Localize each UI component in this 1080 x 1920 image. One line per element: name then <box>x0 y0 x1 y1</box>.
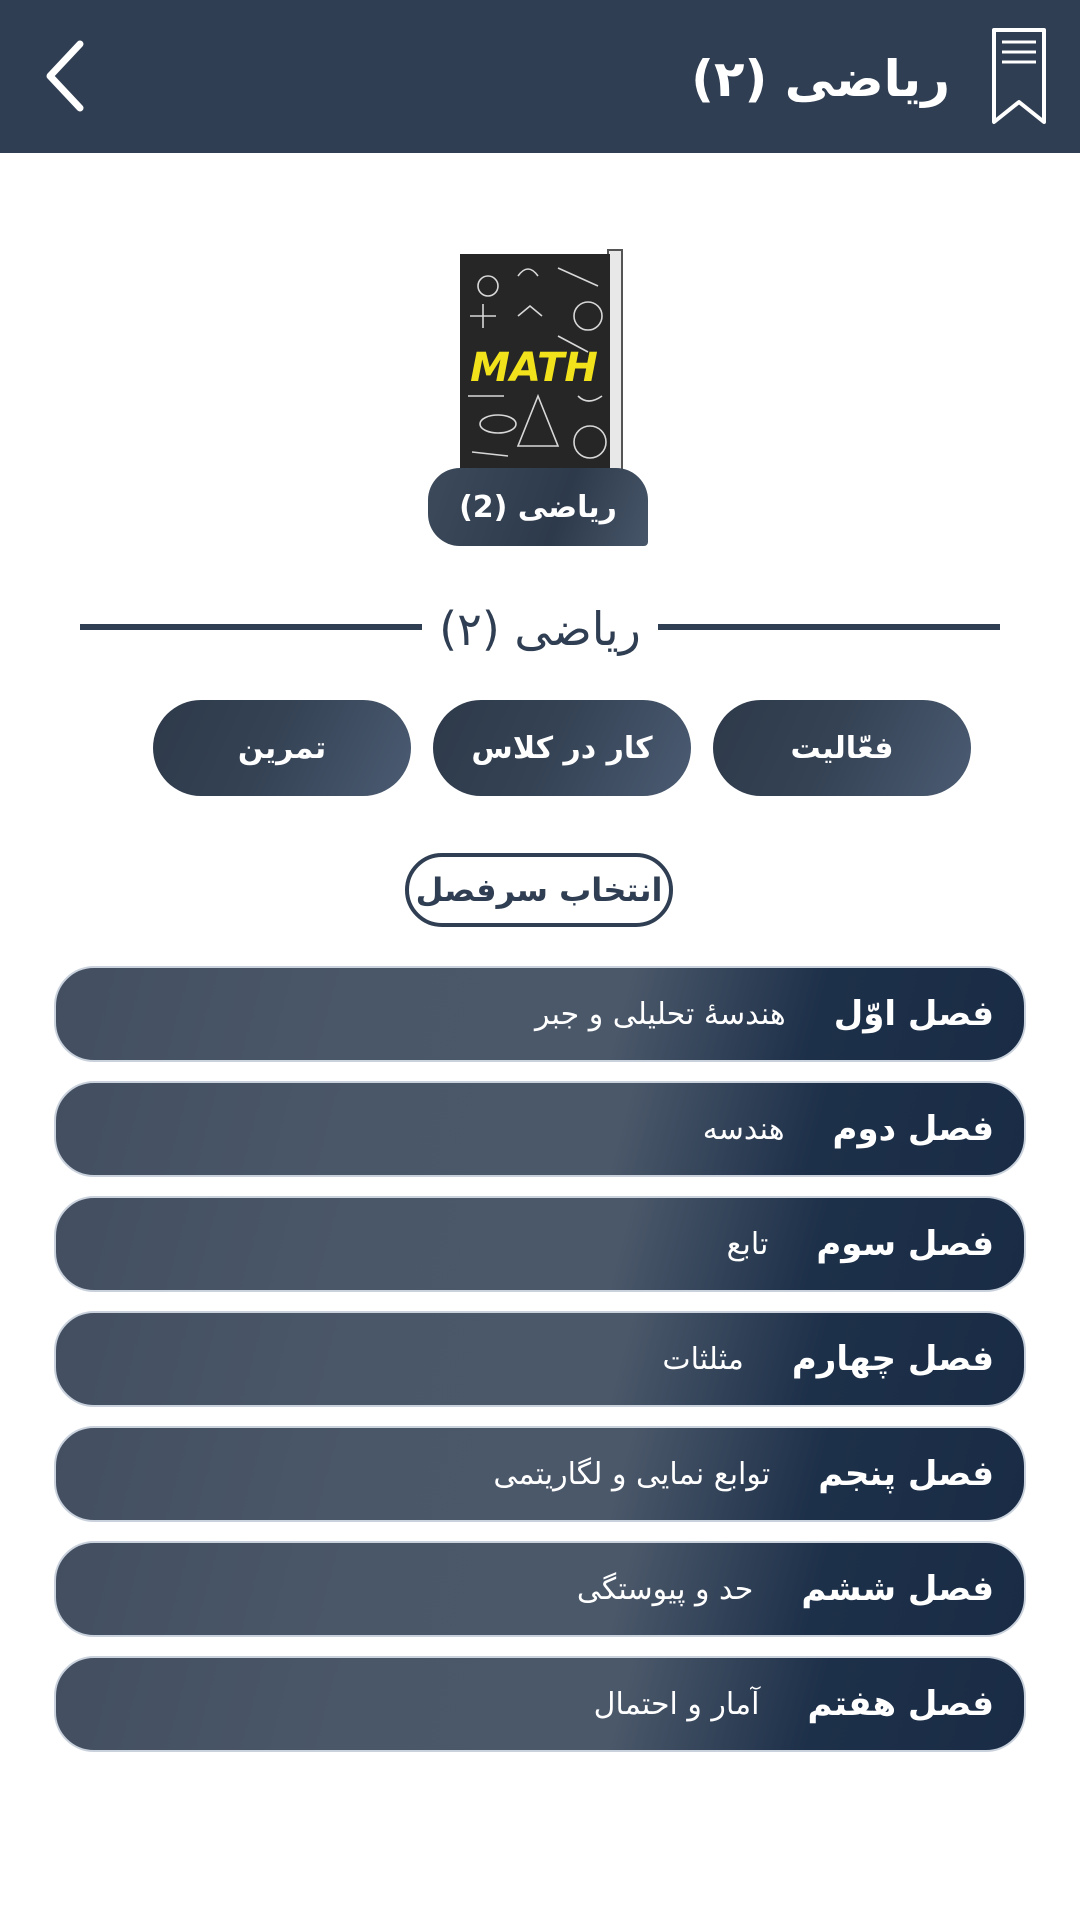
tab-exercise[interactable]: تمرین <box>153 700 411 796</box>
back-button[interactable] <box>40 36 120 116</box>
book-label: ریاضی (2) <box>428 468 648 546</box>
chapter-number: فصل اوّل <box>833 994 994 1034</box>
divider-left <box>80 624 422 630</box>
chapter-number: فصل پنجم <box>818 1454 994 1494</box>
tab-classwork[interactable]: کار در کلاس <box>433 700 691 796</box>
chapter-list <box>54 966 1026 1771</box>
tab-activity[interactable]: فعّالیت <box>713 700 971 796</box>
chapter-number: فصل ششم <box>801 1569 994 1609</box>
divider-right <box>658 624 1000 630</box>
chapter-item-5[interactable] <box>54 1426 1026 1522</box>
book-cover-image <box>458 246 624 476</box>
page-title: ریاضی (۲) <box>691 50 950 108</box>
select-chapter-heading: انتخاب سرفصل <box>405 853 673 927</box>
chapter-item-6[interactable] <box>54 1541 1026 1637</box>
chapter-title: توابع نمایی و لگاریتمی <box>493 1456 771 1492</box>
bookmark-button[interactable] <box>990 26 1048 126</box>
chapter-title: تابع <box>726 1226 769 1262</box>
chapter-item-4[interactable] <box>54 1311 1026 1407</box>
chapter-item-7[interactable] <box>54 1656 1026 1752</box>
chapter-item-3[interactable] <box>54 1196 1026 1292</box>
chapter-number: فصل چهارم <box>791 1339 994 1379</box>
chapter-item-1[interactable] <box>54 966 1026 1062</box>
book-cover-title: MATH <box>470 345 598 391</box>
chapter-number: فصل هفتم <box>807 1684 994 1724</box>
book-cover[interactable] <box>458 246 624 476</box>
top-app-bar <box>0 0 1080 153</box>
chevron-left-icon <box>40 36 120 116</box>
section-title: ریاضی (۲) <box>439 602 641 656</box>
chapter-number: فصل سوم <box>816 1224 994 1264</box>
chapter-title: آمار و احتمال <box>593 1686 760 1722</box>
chapter-title: مثلثات <box>662 1341 744 1377</box>
chapter-title: حد و پیوستگی <box>576 1571 754 1607</box>
chapter-title: هندسهٔ تحلیلی و جبر <box>535 996 786 1032</box>
chapter-number: فصل دوم <box>832 1109 994 1149</box>
chapter-title: هندسه <box>702 1111 785 1147</box>
bookmark-icon <box>990 26 1048 126</box>
chapter-item-2[interactable] <box>54 1081 1026 1177</box>
